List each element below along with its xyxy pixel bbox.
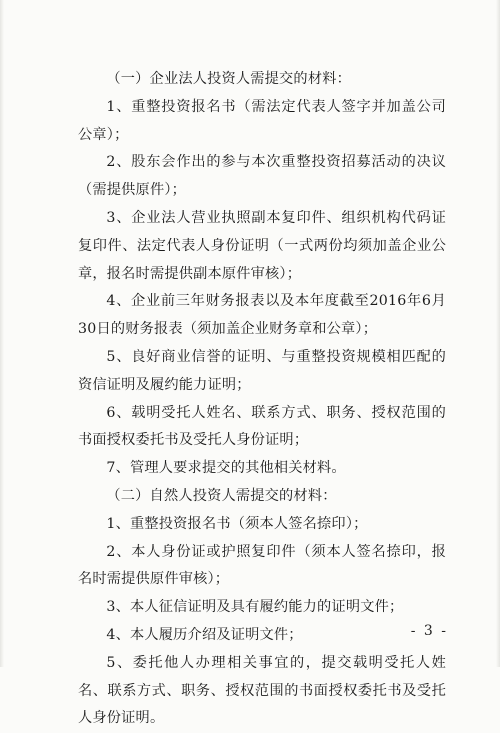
individual-item-3: 3、本人征信证明及具有履约能力的证明文件； (106, 599, 404, 616)
individual-item-5: 5、委托他人办理相关事宜的，提交载明受托人姓名、联系方式、职务、授权范围的书面授权委托书及受托人身份证明。 (78, 654, 446, 727)
section-heading-individual: （二）自然人投资人需提交的材料： (106, 487, 337, 504)
corporate-item-3: 3、企业法人营业执照副本复印件、组织机构代码证复印件、法定代表人身份证明（一式两份均须加盖企业公章，报名时需提供副本原件审核）； (78, 209, 446, 282)
document-body (78, 66, 446, 733)
page-number: - 3 - (410, 623, 448, 639)
corporate-item-5: 5、良好商业信誉的证明、与重整投资规模相匹配的资信证明及履约能力证明； (78, 348, 446, 393)
scan-edge-left (0, 0, 4, 667)
individual-item-4: 4、本人履历介绍及证明文件； (106, 626, 303, 643)
individual-item-1: 1、重整投资报名书（须本人签名捺印）； (106, 515, 368, 532)
corporate-item-6: 6、载明受托人姓名、联系方式、职务、授权范围的书面授权委托书及受托人身份证明； (78, 404, 446, 449)
corporate-item-2: 2、股东会作出的参与本次重整投资招募活动的决议（需提供原件）； (78, 154, 446, 199)
individual-item-2: 2、本人身份证或护照复印件（须本人签名捺印，报名时需提供原件审核）； (78, 543, 446, 588)
corporate-item-4: 4、企业前三年财务报表以及本年度截至2016年6月30日的财务报表（须加盖企业财务章和公章）； (78, 293, 446, 338)
section-heading-corporate: （一）企业法人投资人需提交的材料： (106, 71, 351, 87)
corporate-item-7: 7、管理人要求提交的其他相关材料。 (106, 460, 346, 477)
scan-edge-right (496, 0, 500, 667)
corporate-item-1: 1、重整投资报名书（需法定代表人签字并加盖公司公章）； (78, 98, 446, 143)
